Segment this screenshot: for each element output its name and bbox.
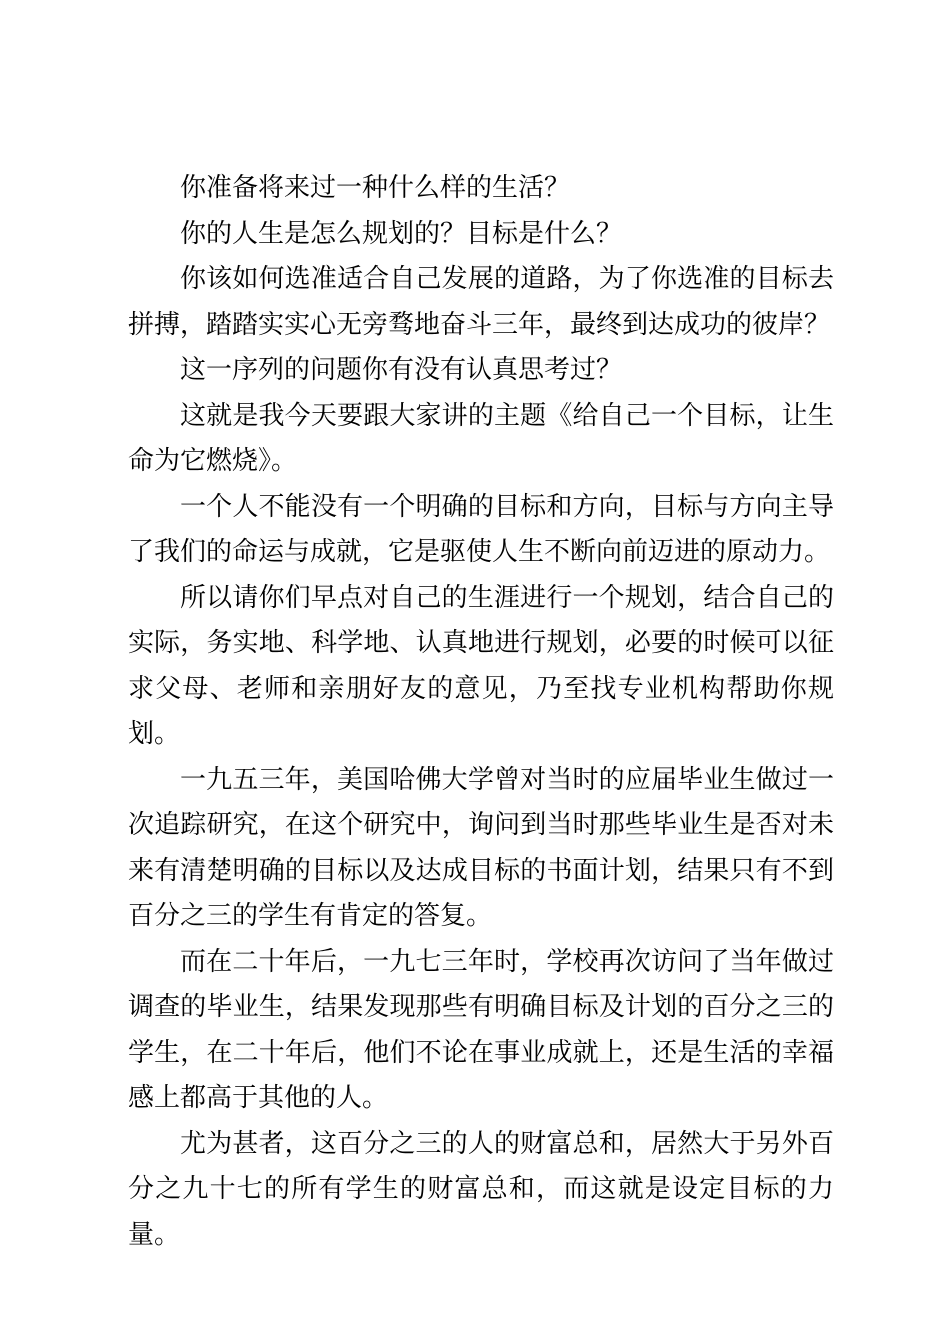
paragraph-3: 你该如何选准适合自己发展的道路，为了你选准的目标去拼搏，踏踏实实心无旁骛地奋斗三年，最终到达成功的彼岸？	[128, 264, 834, 340]
document-body	[128, 166, 834, 1258]
paragraph-1: 你准备将来过一种什么样的生活？	[180, 173, 571, 203]
paragraph-2: 你的人生是怎么规划的？目标是什么？	[180, 218, 623, 249]
paragraph-10: 尤为甚者，这百分之三的人的财富总和，居然大于另外百分之九十七的所有学生的财富总和，而这就是设定目标的力量。	[128, 1128, 834, 1250]
paragraph-6: 一个人不能没有一个明确的目标和方向，目标与方向主导了我们的命运与成就，它是驱使人生不断向前迈进的原动力。	[128, 491, 834, 567]
paragraph-5: 这就是我今天要跟大家讲的主题《给自己一个目标，让生命为它燃烧》。	[128, 400, 834, 476]
paragraph-9: 而在二十年后，一九七三年时，学校再次访问了当年做过调查的毕业生，结果发现那些有明确目标及计划的百分之三的学生，在二十年后，他们不论在事业成就上，还是生活的幸福感上都高于其他的人。	[128, 946, 834, 1113]
paragraph-8: 一九五三年，美国哈佛大学曾对当时的应届毕业生做过一次追踪研究，在这个研究中，询问到当时那些毕业生是否对未来有清楚明确的目标以及达成目标的书面计划，结果只有不到百分之三的学生有肯定的答复。	[128, 764, 834, 931]
paragraph-4: 这一序列的问题你有没有认真思考过？	[180, 355, 623, 385]
paragraph-7: 所以请你们早点对自己的生涯进行一个规划，结合自己的实际，务实地、科学地、认真地进行规划，必要的时候可以征求父母、老师和亲朋好友的意见，乃至找专业机构帮助你规划。	[128, 582, 834, 749]
